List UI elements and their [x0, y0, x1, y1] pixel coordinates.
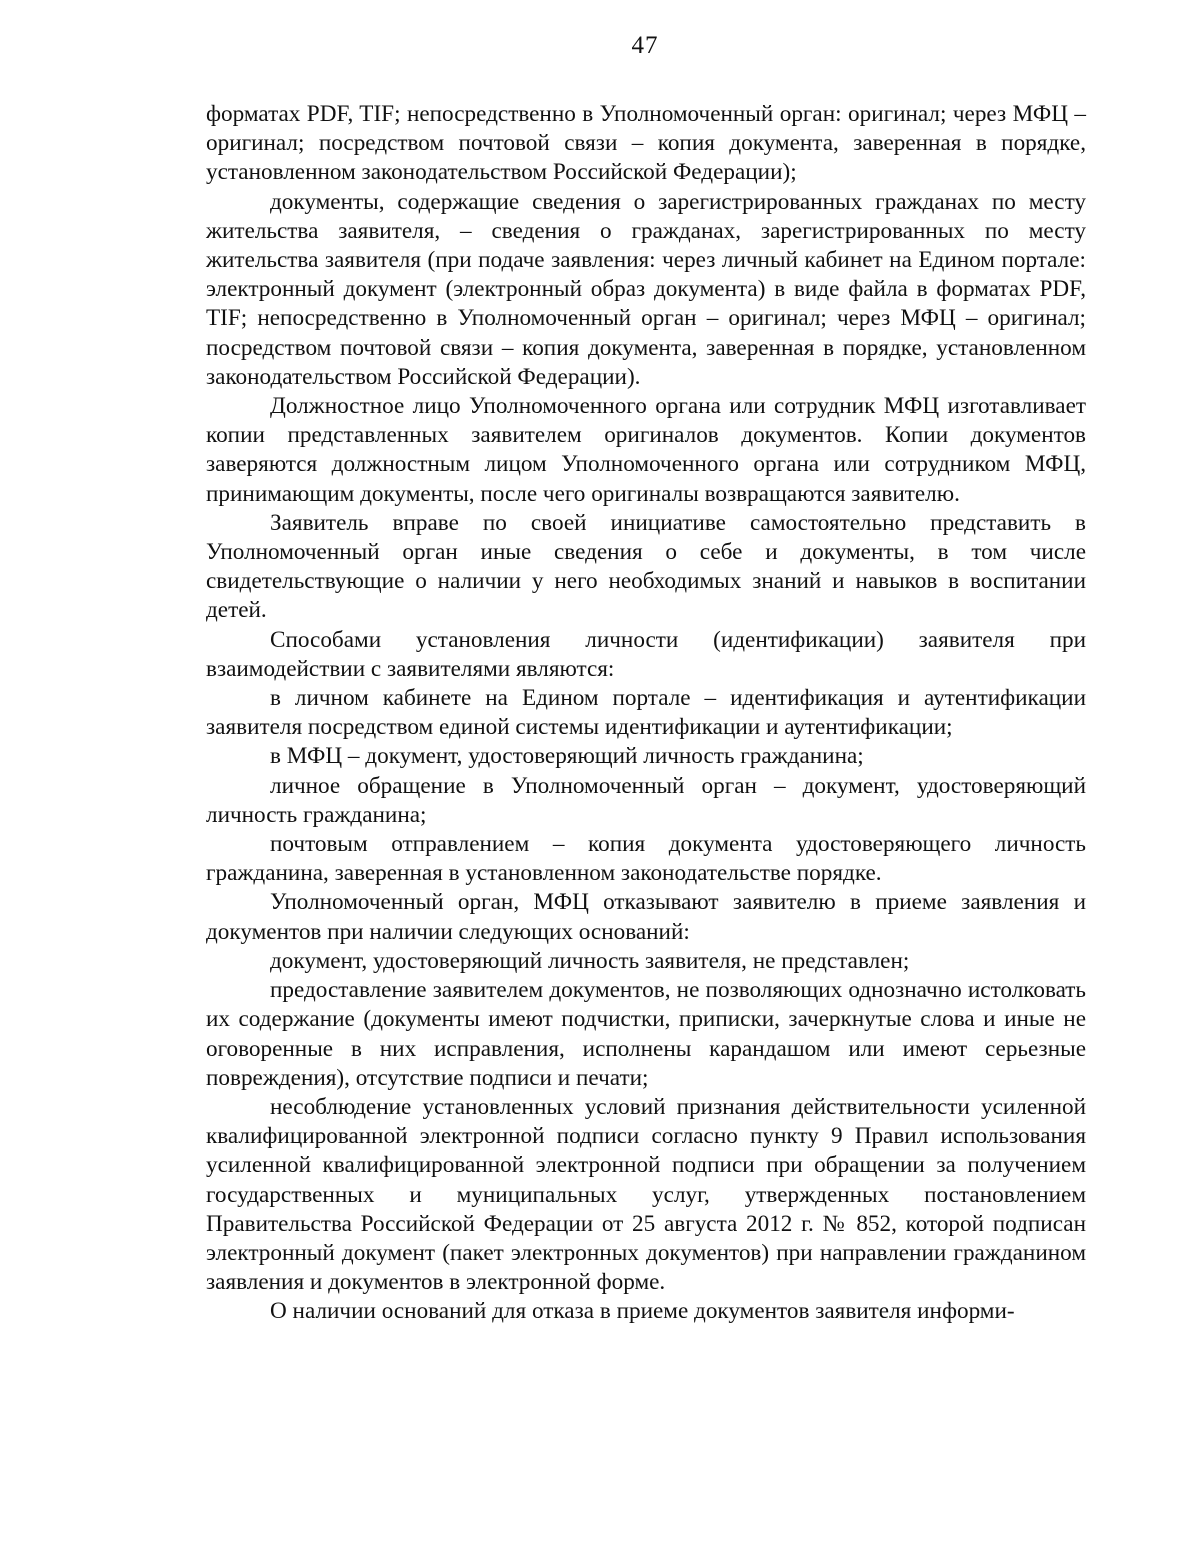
paragraph-8: личное обращение в Уполномоченный орган – документ, удостоверяющий личность гражданина;	[206, 772, 1086, 828]
paragraph-5: Способами установления личности (идентификации) заявителя при взаимодействии с заявителями являются:	[206, 626, 1086, 682]
paragraph-3: Должностное лицо Уполномоченного органа или сотрудник МФЦ изготавливает копии представленных заявителем оригиналов документов. Копии документов заверяются должностным лицом Уполномоченного органа или сотрудником МФЦ, принимающим документы, после чего оригиналы возвращаются заявителю.	[206, 393, 1086, 507]
paragraph-12: предоставление заявителем документов, не позволяющих однозначно истолковать их содержание (документы имеют подчистки, приписки, зачеркнутые слова и иные не оговоренные в них исправления, исполнены карандашом или имеют серьезные повреждения), отсутствие подписи и печати;	[206, 977, 1086, 1091]
paragraph-2: документы, содержащие сведения о зарегистрированных гражданах по месту жительства заявителя, – сведения о гражданах, зарегистрированных по месту жительства заявителя (при подаче заявления: через личный кабинет на Едином портале: электронный документ (электронный образ документа) в виде файла в форматах PDF, TIF; непосредственно в Уполномоченный орган – оригинал; через МФЦ – оригинал; посредством почтовой связи – копия документа, заверенная в порядке, установленном законодательством Российской Федерации).	[206, 188, 1086, 390]
paragraph-4: Заявитель вправе по своей инициативе самостоятельно представить в Уполномоченный орган иные сведения о себе и документы, в том числе свидетельствующие о наличии у него необходимых знаний и навыков в воспитании детей.	[206, 509, 1086, 624]
body-text	[206, 100, 1086, 1327]
paragraph-11: документ, удостоверяющий личность заявителя, не представлен;	[270, 947, 910, 974]
paragraph-6: в личном кабинете на Едином портале – идентификация и аутентификации заявителя посредством единой системы идентификации и аутентификации;	[206, 685, 1086, 741]
paragraph-14: О наличии оснований для отказа в приеме документов заявителя информи-	[270, 1298, 1015, 1325]
paragraph-9: почтовым отправлением – копия документа удостоверяющего личность гражданина, заверенная в установленном законодательстве порядке.	[206, 831, 1086, 887]
paragraph-1: форматах PDF, TIF; непосредственно в Уполномоченный орган: оригинал; через МФЦ – оригинал; посредством почтовой связи – копия документа, заверенная в порядке, установленном законодательством Российской Федерации);	[206, 101, 1086, 186]
paragraph-10: Уполномоченный орган, МФЦ отказывают заявителю в приеме заявления и документов при наличии следующих оснований:	[206, 889, 1086, 945]
page-number: 47	[631, 32, 659, 59]
paragraph-13: несоблюдение установленных условий признания действительности усиленной квалифицированной электронной подписи согласно пункту 9 Правил использования усиленной квалифицированной электронной подписи при обращении за получением государственных и муниципальных услуг, утвержденных постановлением Правительства Российской Федерации от 25 августа 2012 г. № 852, которой подписан электронный документ (пакет электронных документов) при направлении гражданином заявления и документов в электронной форме.	[206, 1093, 1086, 1296]
paragraph-7: в МФЦ – документ, удостоверяющий личность гражданина;	[270, 743, 864, 770]
